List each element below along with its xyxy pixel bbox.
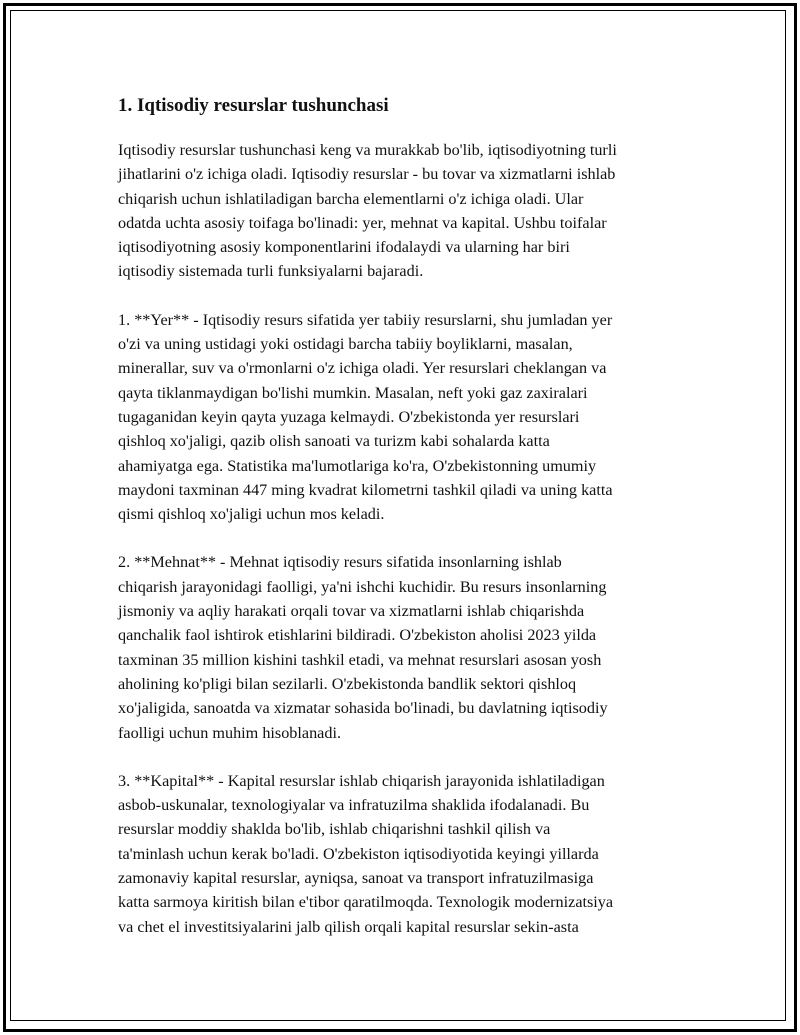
paragraph-intro xyxy=(118,138,698,284)
text-line: ta'minlash uchun kerak bo'ladi. O'zbekiston iqtisodiyotida keyingi yillarda xyxy=(118,844,599,863)
text-line: xo'jaligida, sanoatda va xizmatar sohasida bo'linadi, bu davlatning iqtisodiy xyxy=(118,699,608,718)
text-line: asbob-uskunalar, texnologiyalar va infratuzilma shaklida ifodalanadi. Bu xyxy=(118,796,590,815)
text-line: katta sarmoya kiritish bilan e'tibor qaratilmoqda. Texnologik modernizatsiya xyxy=(118,893,614,912)
text-line: ahamiyatga ega. Statistika ma'lumotlariga ko'ra, O'zbekistonning umumiy xyxy=(118,456,597,475)
text-line: o'zi va uning ustidagi yoki ostidagi barcha tabiiy boyliklarni, masalan, xyxy=(118,335,573,354)
text-line: faolligi uchun muhim hisoblanadi. xyxy=(118,723,341,742)
text-line: Iqtisodiy resurslar tushunchasi keng va murakkab bo'lib, iqtisodiyotning turli xyxy=(118,141,617,159)
text-line: iqtisodiy sistemada turli funksiyalarni bajaradi. xyxy=(118,262,424,281)
text-line: maydoni taxminan 447 ming kvadrat kilometrni tashkil qiladi va uning katta xyxy=(118,480,613,499)
text-line: tugaganidan keyin qayta yuzaga kelmaydi. O'zbekistonda yer resurslari xyxy=(118,407,580,426)
text-line: aholining ko'pligi bilan sezilarli. O'zbekistonda bandlik sektori qishloq xyxy=(118,674,577,693)
text-line: va chet el investitsiyalarini jalb qilish orqali kapital resurslar sekin-asta xyxy=(118,917,579,936)
text-line: chiqarish uchun ishlatiladigan barcha elementlarni o'z ichiga oladi. Ular xyxy=(118,189,584,208)
text-line: 3. **Kapital** - Kapital resurslar ishlab chiqarish jarayonida ishlatiladigan xyxy=(118,771,605,790)
text-line: chiqarish jarayonidagi faolligi, ya'ni ishchi kuchidir. Bu resurs insonlarning xyxy=(118,577,607,596)
text-line: qayta tiklanmaydigan bo'lishi mumkin. Masalan, neft yoki gaz zaxiralari xyxy=(118,383,588,402)
text-line: iqtisodiyotning asosiy komponentlarini ifodalaydi va ularning har biri xyxy=(118,238,570,257)
text-line: qishloq xo'jaligi, qazib olish sanoati va turizm kabi sohalarda katta xyxy=(118,432,550,451)
text-line: qismi qishloq xo'jaligi uchun mos keladi. xyxy=(118,505,385,524)
paragraph-kapital xyxy=(118,769,698,939)
text-line: jihatlarini o'z ichiga oladi. Iqtisodiy resurslar - bu tovar va xizmatlarni ishlab xyxy=(118,165,616,184)
text-line: 2. **Mehnat** - Mehnat iqtisodiy resurs sifatida insonlarning ishlab xyxy=(118,553,562,572)
section-heading: 1. Iqtisodiy resurslar tushunchasi xyxy=(118,95,389,116)
text-line: jismoniy va aqliy harakati orqali tovar va xizmatlarni ishlab chiqarishda xyxy=(118,602,585,621)
document-body xyxy=(118,94,698,963)
paragraph-mehnat xyxy=(118,550,698,744)
text-line: resurslar moddiy shaklda bo'lib, ishlab chiqarishni tashkil qilish va xyxy=(118,820,551,839)
text-line: qanchalik faol ishtirok etishlarini bildiradi. O'zbekiston aholisi 2023 yilda xyxy=(118,626,597,645)
text-line: odatda uchta asosiy toifaga bo'linadi: yer, mehnat va kapital. Ushbu toifalar xyxy=(118,213,607,232)
text-line: 1. **Yer** - Iqtisodiy resurs sifatida yer tabiiy resurslarni, shu jumladan yer xyxy=(118,310,613,329)
paragraph-yer xyxy=(118,308,698,527)
text-line: zamonaviy kapital resurslar, ayniqsa, sanoat va transport infratuzilmasiga xyxy=(118,869,594,888)
text-line: taxminan 35 million kishini tashkil etadi, va mehnat resurslari asosan yosh xyxy=(118,650,602,669)
text-line: minerallar, suv va o'rmonlarni o'z ichiga oladi. Yer resurslari cheklangan va xyxy=(118,359,607,378)
